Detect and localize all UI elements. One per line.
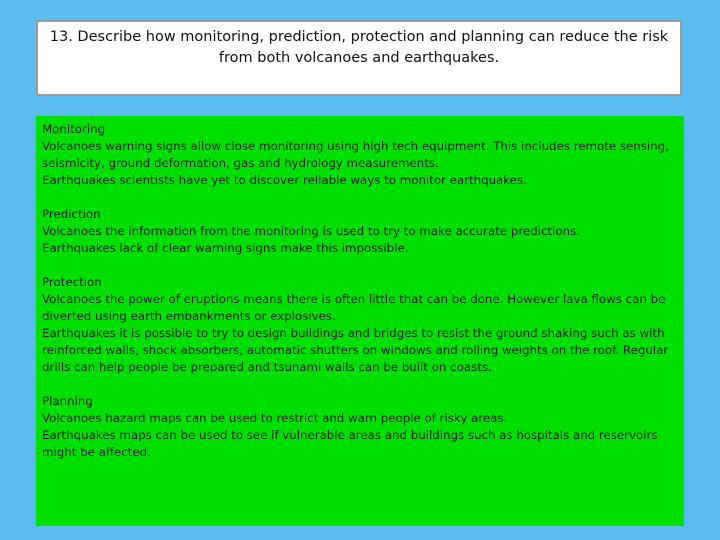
entry-text: the power of eruptions means there is often little that can be done. However lava flows can be diverted using earth embankments or explosives. (42, 292, 666, 323)
entry-text: lack of clear warning signs make this impossible. (115, 241, 409, 255)
entry-text: hazard maps can be used to restrict and warn people of risky areas. (101, 411, 508, 425)
section-heading: Protection (42, 275, 102, 289)
section-protection (42, 274, 676, 376)
entry-label: Volcanoes (42, 411, 102, 425)
entry-earthquakes (42, 240, 676, 257)
entry-volcanoes (42, 410, 676, 427)
entry-label: Earthquakes (42, 428, 116, 442)
entry-earthquakes (42, 172, 676, 189)
question-line-1: 13. Describe how monitoring, prediction, protection and planning can reduce the risk (49, 29, 669, 45)
entry-text: scientists have yet to discover reliable ways to monitor earthquakes. (115, 173, 527, 187)
question-line-2: from both volcanoes and earthquakes. (218, 50, 500, 66)
answer-box (36, 116, 684, 526)
entry-label: Volcanoes (42, 224, 102, 238)
entry-earthquakes (42, 325, 676, 376)
entry-label: Earthquakes (42, 326, 116, 340)
entry-volcanoes (42, 291, 676, 325)
question-box (36, 20, 682, 96)
entry-volcanoes (42, 223, 676, 240)
entry-volcanoes (42, 138, 676, 172)
entry-text: warning signs allow close monitoring using high tech equipment. This includes remote sensing, seismicity, ground deformation, gas and hydrology measurements. (42, 139, 669, 170)
entry-label: Volcanoes (42, 292, 102, 306)
entry-text: it is possible to try to design buildings and bridges to resist the ground shaking such as with reinforced walls, shock absorbers, automatic shutters on windows and rolling weights on the roof. Regular drills can help people be prepared and tsunami walls can be built on coasts. (42, 326, 669, 374)
entry-label: Earthquakes (42, 173, 116, 187)
section-prediction (42, 206, 676, 257)
section-monitoring (42, 121, 676, 189)
section-heading: Monitoring (42, 122, 106, 136)
entry-earthquakes (42, 427, 676, 461)
entry-text: maps can be used to see if vulnerable areas and buildings such as hospitals and reservoirs might be affected. (42, 428, 658, 459)
entry-text: the information from the monitoring is used to try to make accurate predictions. (101, 224, 580, 238)
section-planning (42, 393, 676, 461)
entry-label: Volcanoes (42, 139, 102, 153)
section-heading: Prediction (42, 207, 101, 221)
section-heading: Planning (42, 394, 93, 408)
entry-label: Earthquakes (42, 241, 116, 255)
